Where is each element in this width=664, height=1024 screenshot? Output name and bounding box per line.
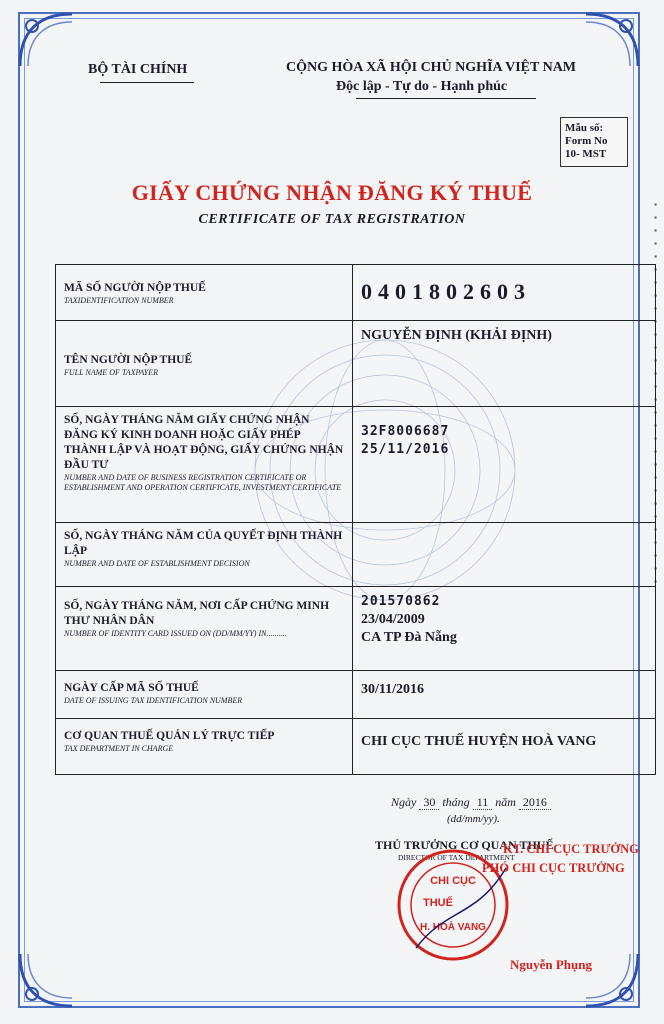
table-row — [56, 523, 656, 587]
tax-department-cell — [353, 719, 656, 775]
label-vi: TÊN NGƯỜI NỘP THUẾ — [64, 354, 193, 366]
row-label — [56, 719, 353, 775]
issue-date-cell — [353, 671, 656, 719]
issue-date-line — [391, 795, 551, 810]
row-label — [56, 671, 353, 719]
id-card-number: 201570862 — [361, 594, 441, 609]
signatory-title: THỦ TRƯỞNG CƠ QUAN THUẾ — [375, 838, 554, 852]
certificate-title: GIẤY CHỨNG NHẬN ĐĂNG KÝ THUẾ — [131, 180, 533, 205]
signatory-title-en: DIRECTOR OF TAX DEPARTMENT — [398, 853, 515, 862]
label-en: NUMBER AND DATE OF BUSINESS REGISTRATION CERTIFICATE OR ESTABLISHMENT AND OPERATION CERTIFICATE, INVESTMENT CERTIFICATE — [64, 473, 342, 492]
row-label — [56, 407, 353, 523]
tax-department-value: CHI CỤC THUẾ HUYỆN HOÀ VANG — [361, 734, 597, 749]
label-en: NUMBER OF IDENTITY CARD ISSUED ON (DD/MM/YY) IN.......... — [64, 629, 287, 638]
table-row — [56, 719, 656, 775]
row-label — [56, 321, 353, 407]
label-en: DATE OF ISSUING TAX IDENTIFICATION NUMBER — [64, 696, 243, 705]
corner-ornament-icon — [18, 12, 74, 68]
date-format: (dd/mm/yy). — [447, 813, 500, 825]
divider — [100, 82, 194, 83]
row-label — [56, 587, 353, 671]
label-vi: CƠ QUAN THUẾ QUẢN LÝ TRỰC TIẾP — [64, 730, 275, 742]
table-row — [56, 587, 656, 671]
business-registration-cell — [353, 407, 656, 523]
date-month-label: tháng — [442, 795, 470, 809]
form-label-en: Form No — [565, 135, 608, 147]
label-en: TAXIDENTIFICATION NUMBER — [64, 296, 174, 305]
table-row — [56, 265, 656, 321]
divider — [356, 98, 536, 99]
row-label — [56, 523, 353, 587]
id-card-date: 23/04/2009 — [361, 612, 425, 627]
business-reg-date: 25/11/2016 — [361, 442, 450, 457]
ministry-name: BỘ TÀI CHÍNH — [88, 62, 188, 77]
country-name: CỘNG HÒA XÃ HỘI CHỦ NGHĨA VIỆT NAM — [286, 60, 577, 75]
label-vi: MÃ SỐ NGƯỜI NỘP THUẾ — [64, 282, 206, 294]
corner-ornament-icon — [584, 952, 640, 1008]
date-month: 11 — [473, 795, 493, 810]
label-en: TAX DEPARTMENT IN CHARGE — [64, 744, 174, 753]
side-microprint: ▪ ▪ ▪ ▪ ▪ ▪ ▪ ▪ ▪ ▪ ▪ ▪ ▪ ▪ ▪ ▪ ▪ ▪ ▪ ▪ ▪ ▪ ▪ ▪ ▪ ▪ ▪ ▪ ▪ ▪ — [651, 200, 660, 587]
form-label-vi: Mẫu số: — [565, 122, 604, 134]
date-year: 2016 — [519, 795, 551, 810]
form-code: 10- MST — [565, 148, 607, 160]
table-row — [56, 407, 656, 523]
table-row — [56, 321, 656, 407]
corner-ornament-icon — [18, 952, 74, 1008]
signer-name: Nguyễn Phụng — [510, 957, 592, 972]
tax-id-value: 0401802603 — [361, 279, 531, 304]
form-number-box — [560, 117, 628, 167]
label-vi: NGÀY CẤP MÃ SỐ THUẾ — [64, 682, 199, 694]
establishment-decision-cell — [353, 523, 656, 587]
business-reg-number: 32F8006687 — [361, 424, 450, 439]
label-vi: SỐ, NGÀY THÁNG NĂM GIẤY CHỨNG NHẬN ĐĂNG KÝ KINH DOANH HOẶC GIẤY PHÉP THÀNH LẬP VÀ HOẠT ĐỘNG, GIẤY CHỨNG NHẬN ĐẦU TƯ — [64, 414, 344, 471]
stamp-text-2: THUẾ — [423, 897, 453, 909]
date-year-label: năm — [495, 795, 516, 809]
label-en: FULL NAME OF TAXPAYER — [64, 368, 159, 377]
taxpayer-name-cell — [353, 321, 656, 407]
stamp-role-2: PHÓ CHI CỤC TRƯỞNG — [482, 861, 625, 875]
certificate-subtitle: CERTIFICATE OF TAX REGISTRATION — [198, 212, 466, 227]
stamp-role-1: KT. CHI CỤC TRƯỞNG — [503, 842, 639, 856]
label-en: NUMBER AND DATE OF ESTABLISHMENT DECISION — [64, 559, 250, 568]
identity-card-cell — [353, 587, 656, 671]
row-label — [56, 265, 353, 321]
stamp-text-1: CHI CỤC — [430, 875, 476, 887]
label-vi: SỐ, NGÀY THÁNG NĂM CỦA QUYẾT ĐỊNH THÀNH LẬP — [64, 530, 343, 557]
label-vi: SỐ, NGÀY THÁNG NĂM, NƠI CẤP CHỨNG MINH THƯ NHÂN DÂN — [64, 600, 330, 627]
table-row — [56, 671, 656, 719]
corner-ornament-icon — [584, 12, 640, 68]
registration-table — [55, 264, 656, 775]
date-day: 30 — [419, 795, 439, 810]
date-prefix: Ngày — [391, 795, 417, 809]
taxpayer-name-value: NGUYỄN ĐỊNH (KHẢI ĐỊNH) — [361, 328, 552, 343]
id-card-place: CA TP Đà Nẵng — [361, 630, 457, 645]
tax-id-cell — [353, 265, 656, 321]
stamp-text-3: H. HOÀ VANG — [420, 922, 486, 933]
issue-date-value: 30/11/2016 — [361, 682, 425, 697]
national-motto: Độc lập - Tự do - Hạnh phúc — [336, 79, 508, 94]
